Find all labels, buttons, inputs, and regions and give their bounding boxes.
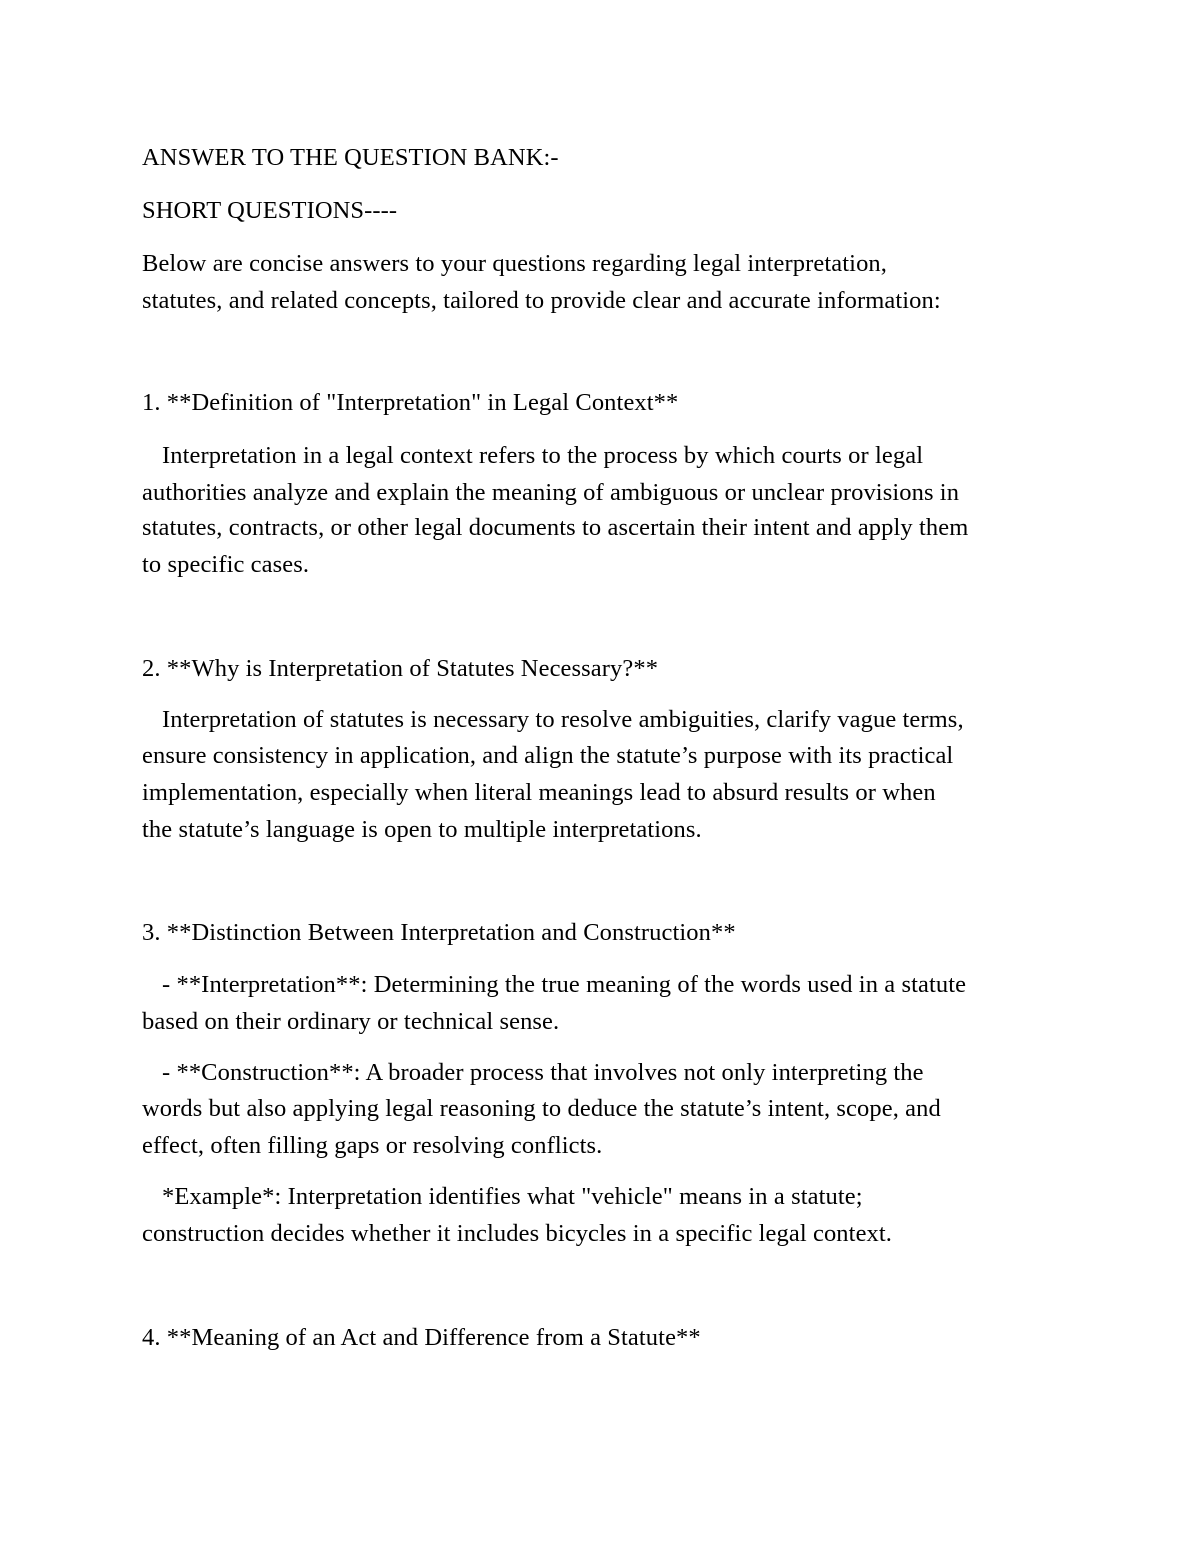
section-heading: 3. **Distinction Between Interpretation and Construction** [142, 919, 736, 946]
section-text-line: - **Interpretation**: Determining the true meaning of the words used in a statute [162, 971, 967, 998]
section-heading: 2. **Why is Interpretation of Statutes Necessary?** [142, 655, 659, 682]
section-heading: 1. **Definition of "Interpretation" in Legal Context** [142, 389, 679, 416]
section-heading: 4. **Meaning of an Act and Difference from a Statute** [142, 1324, 701, 1351]
document-subtitle: SHORT QUESTIONS---- [142, 197, 398, 224]
section-text-line: construction decides whether it includes bicycles in a specific legal context. [142, 1220, 893, 1247]
section-text-line: implementation, especially when literal meanings lead to absurd results or when [142, 779, 936, 806]
section-text-line: words but also applying legal reasoning to deduce the statute’s intent, scope, and [142, 1095, 941, 1122]
section-text-line: effect, often filling gaps or resolving conflicts. [142, 1132, 603, 1159]
section-text-line: the statute’s language is open to multiple interpretations. [142, 816, 702, 843]
section-text-line: *Example*: Interpretation identifies what "vehicle" means in a statute; [162, 1183, 863, 1210]
section-text-line: - **Construction**: A broader process that involves not only interpreting the [162, 1059, 924, 1086]
section-text-line: statutes, contracts, or other legal documents to ascertain their intent and apply them [142, 514, 969, 541]
intro-line: Below are concise answers to your questions regarding legal interpretation, [142, 250, 887, 277]
section-text-line: Interpretation in a legal context refers to the process by which courts or legal [162, 442, 924, 469]
section-text-line: ensure consistency in application, and align the statute’s purpose with its practical [142, 742, 954, 769]
section-text-line: Interpretation of statutes is necessary to resolve ambiguities, clarify vague terms, [162, 706, 964, 733]
section-text-line: to specific cases. [142, 551, 310, 578]
intro-line: statutes, and related concepts, tailored to provide clear and accurate information: [142, 287, 941, 314]
section-text-line: authorities analyze and explain the meaning of ambiguous or unclear provisions in [142, 479, 960, 506]
section-text-line: based on their ordinary or technical sense. [142, 1008, 560, 1035]
document-title: ANSWER TO THE QUESTION BANK:- [142, 144, 559, 171]
